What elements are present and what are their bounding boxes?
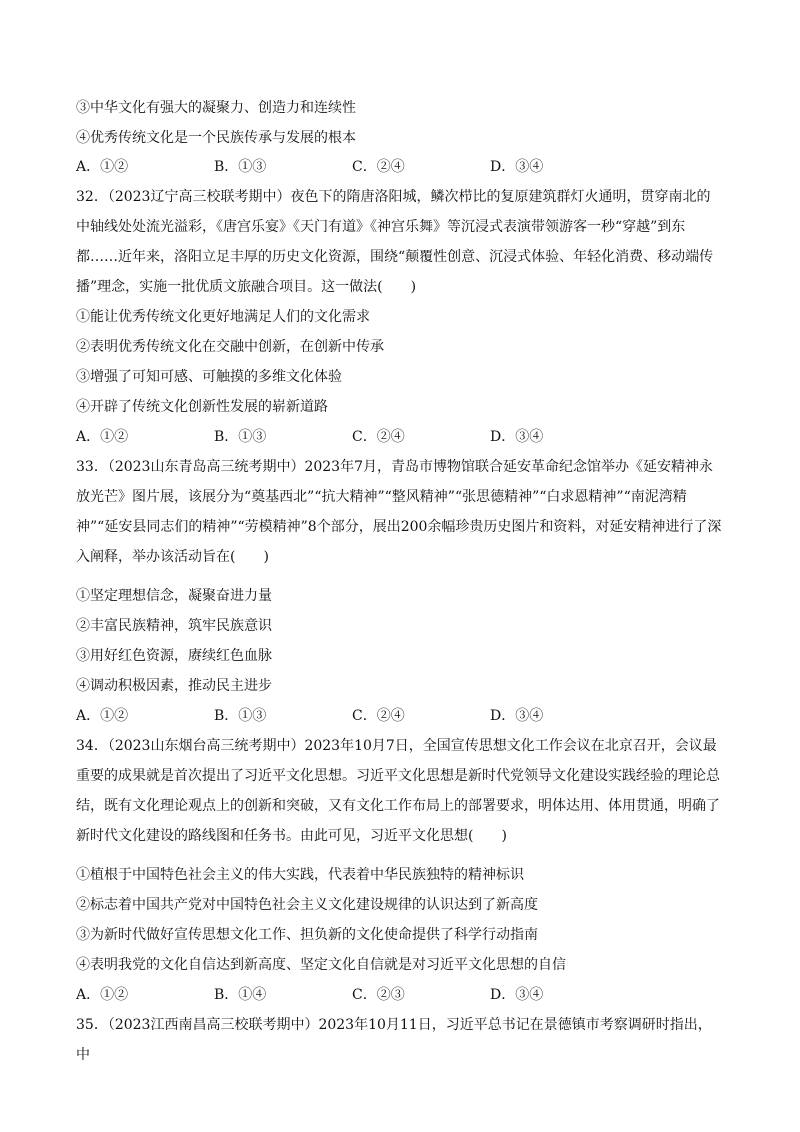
q34-statement-4: ④表明我党的文化自信达到新高度、坚定文化自信就是对习近平文化思想的自信 bbox=[76, 957, 566, 973]
option-d[interactable]: D．③④ bbox=[490, 159, 544, 175]
q33-statement-1: ①坚定理想信念，凝聚奋进力量 bbox=[76, 588, 272, 604]
q33-statement-2: ②丰富民族精神，筑牢民族意识 bbox=[76, 618, 272, 634]
answer-options bbox=[76, 158, 724, 176]
option-d[interactable]: D．③④ bbox=[490, 987, 544, 1003]
option-b[interactable]: B．①③ bbox=[214, 159, 267, 175]
q33-statement-4: ④调动积极因素，推动民主进步 bbox=[76, 678, 272, 694]
q34-statement-1: ①植根于中国特色社会主义的伟大实践，代表着中华民族独特的精神标识 bbox=[76, 867, 524, 883]
option-a[interactable]: A．①② bbox=[76, 159, 129, 175]
option-b[interactable]: B．①④ bbox=[214, 987, 267, 1003]
question-32-stem: 32．（2023辽宁高三校联考期中）夜色下的隋唐洛阳城，鳞次栉比的复原建筑群灯火通明，贯穿南北的中轴线处处流光溢彩，《唐宫乐宴》《天门有道》《神宫乐舞》等沉浸式表演带领游客一秒“穿越”到东都……近年来，洛阳立足丰厚的历史文化资源，围绕“颠覆性创意、沉浸式体验、年轻化消费、移动端传播”理念，实施一批优质文旅融合项目。这一做法( ) bbox=[76, 189, 714, 295]
q32-statement-4: ④开辟了传统文化创新性发展的崭新道路 bbox=[76, 399, 328, 415]
q34-statement-3: ③为新时代做好宣传思想文化工作、担负新的文化使命提供了科学行动指南 bbox=[76, 927, 538, 943]
q34-statement-2: ②标志着中国共产党对中国特色社会主义文化建设规律的认识达到了新高度 bbox=[76, 897, 538, 913]
option-a[interactable]: A．①② bbox=[76, 429, 129, 445]
statement-4: ④优秀传统文化是一个民族传承与发展的根本 bbox=[76, 130, 356, 146]
option-a[interactable]: A．①② bbox=[76, 987, 129, 1003]
option-c[interactable]: C．②④ bbox=[352, 708, 405, 724]
q32-statement-3: ③增强了可知可感、可触摸的多维文化体验 bbox=[76, 369, 342, 385]
option-d[interactable]: D．③④ bbox=[490, 429, 544, 445]
question-35-stem: 35．（2023江西南昌高三校联考期中）2023年10月11日，习近平总书记在景德镇市考察调研时指出，中 bbox=[76, 1017, 712, 1063]
q34-answer-options bbox=[76, 986, 724, 1004]
option-b[interactable]: B．①③ bbox=[214, 429, 267, 445]
statement-3: ③中华文化有强大的凝聚力、创造力和连续性 bbox=[76, 100, 356, 116]
option-c[interactable]: C．②④ bbox=[352, 429, 405, 445]
option-c[interactable]: C．②③ bbox=[352, 987, 405, 1003]
question-33-stem: 33．（2023山东青岛高三统考期中）2023年7月，青岛市博物馆联合延安革命纪念馆举办《延安精神永放光芒》图片展，该展分为“奠基西北”“抗大精神”“整风精神”“张思德精神”“白求恩精神”“南泥湾精神”“延安县同志们的精神”“劳模精神”8个部分，展出200余幅珍贵历史图片和资料，对延安精神进行了深入阐释，举办该活动旨在( ) bbox=[76, 459, 722, 565]
q32-statement-2: ②表明优秀传统文化在交融中创新，在创新中传承 bbox=[76, 339, 384, 355]
q33-answer-options bbox=[76, 707, 724, 725]
option-d[interactable]: D．③④ bbox=[490, 708, 544, 724]
q32-statement-1: ①能让优秀传统文化更好地满足人们的文化需求 bbox=[76, 309, 370, 325]
option-c[interactable]: C．②④ bbox=[352, 159, 405, 175]
option-b[interactable]: B．①③ bbox=[214, 708, 267, 724]
q32-answer-options bbox=[76, 428, 724, 446]
q33-statement-3: ③用好红色资源，赓续红色血脉 bbox=[76, 648, 272, 664]
question-34-stem: 34．（2023山东烟台高三统考期中）2023年10月7日，全国宣传思想文化工作会议在北京召开，会议最重要的成果就是首次提出了习近平文化思想。习近平文化思想是新时代党领导文化建设实践经验的理论总结，既有文化理论观点上的创新和突破，又有文化工作布局上的部署要求，明体达用、体用贯通，明确了新时代文化建设的路线图和任务书。由此可见，习近平文化思想( ) bbox=[76, 738, 720, 844]
option-a[interactable]: A．①② bbox=[76, 708, 129, 724]
